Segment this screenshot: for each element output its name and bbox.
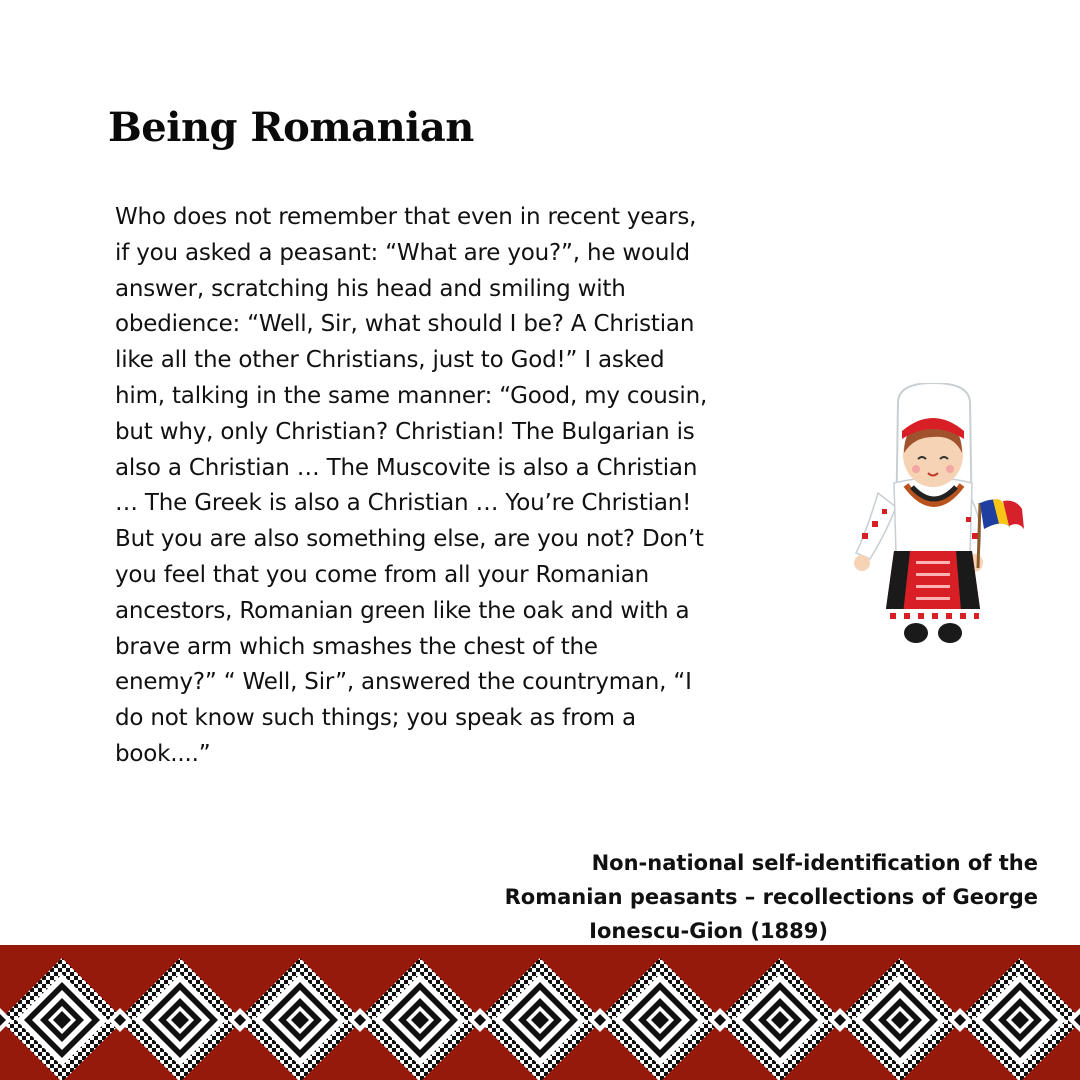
- quote-line: book....”: [115, 740, 211, 767]
- romanian-folk-doll-icon: [838, 383, 1038, 653]
- right-foot: [938, 623, 962, 643]
- quote-text: [115, 200, 755, 773]
- quote-line: if you asked a peasant: “What are you?”, he would: [115, 239, 690, 266]
- caption-line: Romanian peasants – recollections of George: [504, 885, 1038, 909]
- left-hand: [854, 555, 870, 571]
- quote-line: obedience: “Well, Sir, what should I be? A Christian: [115, 311, 695, 338]
- quote-line: ancestors, Romanian green like the oak and with a: [115, 597, 690, 624]
- quote-line: Who does not remember that even in recent years,: [115, 204, 697, 230]
- left-cheek: [912, 465, 920, 473]
- quote-line: … The Greek is also a Christian … You’re Christian!: [115, 490, 692, 517]
- right-cheek: [946, 465, 954, 473]
- quote-line: But you are also something else, are you not? Don’t: [115, 526, 704, 553]
- source-caption: [438, 846, 1038, 948]
- quote-line: him, talking in the same manner: “Good, my cousin,: [115, 382, 708, 409]
- quote-line: enemy?” “ Well, Sir”, answered the countryman, “I: [115, 669, 692, 696]
- quote-line: but why, only Christian? Christian! The Bulgarian is: [115, 418, 695, 445]
- quote-line: also a Christian … The Muscovite is also a Christian: [115, 454, 698, 481]
- left-foot: [904, 623, 928, 643]
- folk-pattern-border: [0, 945, 1080, 1080]
- flag-pole: [978, 503, 980, 568]
- page-title: Being Romanian: [108, 104, 474, 151]
- caption-line: Non-national self-identification of the: [591, 851, 1038, 875]
- caption-line: Ionescu-Gion (1889): [589, 919, 828, 943]
- quote-line: answer, scratching his head and smiling with: [115, 275, 626, 302]
- quote-line: do not know such things; you speak as from a: [115, 705, 636, 732]
- quote-line: like all the other Christians, just to God!” I asked: [115, 347, 665, 374]
- quote-line: you feel that you come from all your Romanian: [115, 561, 650, 588]
- quote-line: brave arm which smashes the chest of the: [115, 633, 598, 660]
